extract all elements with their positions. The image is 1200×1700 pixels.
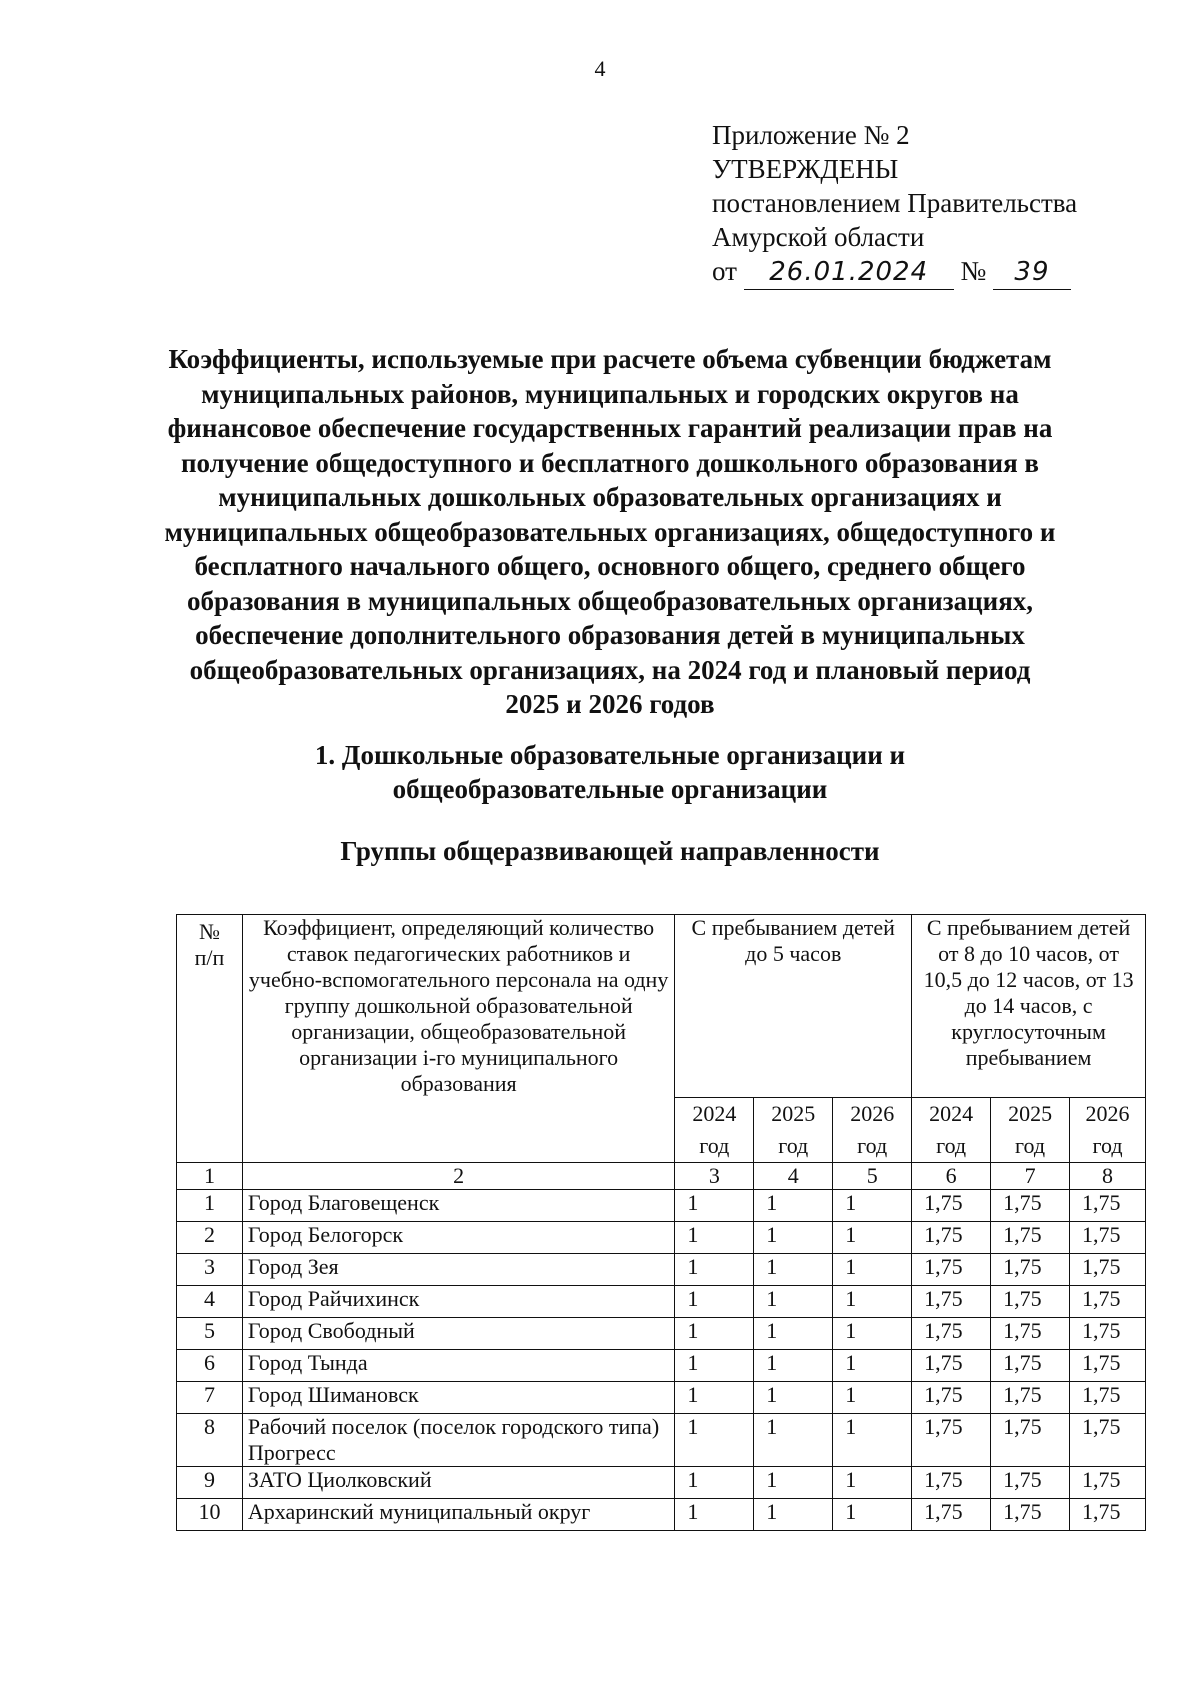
value-a-2025: 1 xyxy=(754,1467,833,1499)
value-a-2025: 1 xyxy=(754,1382,833,1414)
title-line: муниципальных дошкольных образовательных организациях и xyxy=(218,482,1002,512)
group-heading: Группы общеразвивающей направленности xyxy=(340,836,880,866)
municipality-name: Город Белогорск xyxy=(242,1222,674,1254)
value-b-2024: 1,75 xyxy=(912,1350,991,1382)
value-a-2024: 1 xyxy=(675,1414,754,1467)
value-a-2024: 1 xyxy=(675,1190,754,1222)
table-row xyxy=(177,1382,1146,1414)
title-line: бесплатного начального общего, основного общего, среднего общего xyxy=(194,551,1026,581)
value-b-2026: 1,75 xyxy=(1070,1222,1146,1254)
municipality-name: Город Тында xyxy=(242,1350,674,1382)
value-b-2024: 1,75 xyxy=(912,1499,991,1531)
value-b-2026: 1,75 xyxy=(1070,1318,1146,1350)
table-row xyxy=(177,1467,1146,1499)
value-a-2026: 1 xyxy=(833,1318,912,1350)
value-a-2026: 1 xyxy=(833,1222,912,1254)
value-b-2024: 1,75 xyxy=(912,1254,991,1286)
column-number: 3 xyxy=(675,1163,754,1190)
value-a-2026: 1 xyxy=(833,1382,912,1414)
row-number: 8 xyxy=(177,1414,243,1467)
row-number: 4 xyxy=(177,1286,243,1318)
table-row xyxy=(177,1286,1146,1318)
row-number: 5 xyxy=(177,1318,243,1350)
section-heading xyxy=(200,738,1020,806)
table-row xyxy=(177,1318,1146,1350)
row-number: 9 xyxy=(177,1467,243,1499)
title-line: 2025 и 2026 годов xyxy=(505,689,715,719)
municipality-name: Город Свободный xyxy=(242,1318,674,1350)
column-number: 8 xyxy=(1070,1163,1146,1190)
value-b-2026: 1,75 xyxy=(1070,1254,1146,1286)
page-number: 4 xyxy=(594,56,606,81)
value-b-2026: 1,75 xyxy=(1070,1467,1146,1499)
municipality-name: Город Зея xyxy=(242,1254,674,1286)
row-number: 7 xyxy=(177,1382,243,1414)
row-number: 3 xyxy=(177,1254,243,1286)
value-b-2025: 1,75 xyxy=(991,1286,1070,1318)
value-a-2026: 1 xyxy=(833,1254,912,1286)
value-b-2026: 1,75 xyxy=(1070,1350,1146,1382)
value-a-2026: 1 xyxy=(833,1286,912,1318)
header-year: 2026 год xyxy=(833,1098,912,1163)
value-b-2024: 1,75 xyxy=(912,1318,991,1350)
value-a-2026: 1 xyxy=(833,1414,912,1467)
value-a-2025: 1 xyxy=(754,1350,833,1382)
region-label: Амурской области xyxy=(712,222,925,252)
value-a-2026: 1 xyxy=(833,1467,912,1499)
resolution-label: постановлением Правительства xyxy=(712,188,1078,218)
column-number: 5 xyxy=(833,1163,912,1190)
value-a-2024: 1 xyxy=(675,1222,754,1254)
value-a-2025: 1 xyxy=(754,1286,833,1318)
value-b-2025: 1,75 xyxy=(991,1382,1070,1414)
value-a-2024: 1 xyxy=(675,1318,754,1350)
header-group-extended-stay: С пребыванием детей от 8 до 10 часов, от 10,5 до 12 часов, от 13 до 14 часов, с круглосуточным пребыванием xyxy=(912,915,1146,1098)
value-b-2025: 1,75 xyxy=(991,1499,1070,1531)
value-b-2025: 1,75 xyxy=(991,1467,1070,1499)
municipality-name: ЗАТО Циолковский xyxy=(242,1467,674,1499)
table-row xyxy=(177,1190,1146,1222)
value-a-2024: 1 xyxy=(675,1382,754,1414)
column-number: 7 xyxy=(991,1163,1070,1190)
header-year: 2025 год xyxy=(991,1098,1070,1163)
value-a-2025: 1 xyxy=(754,1499,833,1531)
municipality-name: Рабочий поселок (поселок городского типа) Прогресс xyxy=(242,1414,674,1467)
value-a-2025: 1 xyxy=(754,1318,833,1350)
header-number: № п/п xyxy=(177,915,243,1163)
header-year: 2025 год xyxy=(754,1098,833,1163)
value-a-2026: 1 xyxy=(833,1350,912,1382)
municipality-name: Город Благовещенск xyxy=(242,1190,674,1222)
appendix-label: Приложение № 2 xyxy=(712,120,910,150)
value-a-2024: 1 xyxy=(675,1467,754,1499)
table-row xyxy=(177,1499,1146,1531)
value-a-2024: 1 xyxy=(675,1350,754,1382)
document-title xyxy=(150,342,1070,722)
title-line: получение общедоступного и бесплатного дошкольного образования в xyxy=(180,447,1040,478)
value-b-2026: 1,75 xyxy=(1070,1190,1146,1222)
column-number: 2 xyxy=(242,1163,674,1190)
title-line: финансовое обеспечение государственных гарантий реализации прав на xyxy=(167,413,1053,443)
title-line: образования в муниципальных общеобразовательных организациях, xyxy=(186,585,1034,616)
value-b-2024: 1,75 xyxy=(912,1222,991,1254)
title-line: муниципальных районов, муниципальных и городских округов на xyxy=(201,378,1019,409)
column-number: 4 xyxy=(754,1163,833,1190)
value-a-2025: 1 xyxy=(754,1414,833,1467)
title-line: общеобразовательных организациях, на 2024 год и плановый период xyxy=(189,654,1031,685)
handwritten-date: 26.01.2024 xyxy=(744,255,954,290)
value-a-2025: 1 xyxy=(754,1190,833,1222)
table-row xyxy=(177,1350,1146,1382)
header-row xyxy=(177,915,1146,1098)
row-number: 6 xyxy=(177,1350,243,1382)
row-number: 1 xyxy=(177,1190,243,1222)
coefficients-table xyxy=(176,914,1146,1531)
value-b-2024: 1,75 xyxy=(912,1414,991,1467)
value-a-2024: 1 xyxy=(675,1286,754,1318)
value-a-2025: 1 xyxy=(754,1222,833,1254)
number-sign: № xyxy=(960,256,987,286)
row-number: 10 xyxy=(177,1499,243,1531)
table-row xyxy=(177,1254,1146,1286)
value-b-2026: 1,75 xyxy=(1070,1499,1146,1531)
section-heading-line: 1. Дошкольные образовательные организации и xyxy=(314,740,906,770)
value-b-2025: 1,75 xyxy=(991,1222,1070,1254)
header-year: 2026 год xyxy=(1070,1098,1146,1163)
value-b-2025: 1,75 xyxy=(991,1318,1070,1350)
value-a-2025: 1 xyxy=(754,1254,833,1286)
value-a-2026: 1 xyxy=(833,1190,912,1222)
title-line: муниципальных общеобразовательных организациях, общедоступного и xyxy=(164,516,1056,547)
column-number: 1 xyxy=(177,1163,243,1190)
table-row xyxy=(177,1222,1146,1254)
header-coefficient: Коэффициент, определяющий количество ставок педагогических работников и учебно-вспомогательного персонала на одну группу дошкольной образовательной организации, общеобразовательной организации i-го муниципального образования xyxy=(242,915,674,1163)
value-b-2026: 1,75 xyxy=(1070,1414,1146,1467)
table-body xyxy=(177,1190,1146,1531)
municipality-name: Город Райчихинск xyxy=(242,1286,674,1318)
value-a-2024: 1 xyxy=(675,1254,754,1286)
value-a-2026: 1 xyxy=(833,1499,912,1531)
from-label: от xyxy=(712,256,737,286)
header-year: 2024 год xyxy=(675,1098,754,1163)
value-b-2024: 1,75 xyxy=(912,1382,991,1414)
row-number: 2 xyxy=(177,1222,243,1254)
value-b-2025: 1,75 xyxy=(991,1190,1070,1222)
value-b-2024: 1,75 xyxy=(912,1190,991,1222)
value-b-2024: 1,75 xyxy=(912,1467,991,1499)
title-line: Коэффициенты, используемые при расчете объема субвенции бюджетам xyxy=(168,344,1052,374)
approval-block xyxy=(712,118,1077,290)
handwritten-number: 39 xyxy=(993,255,1071,290)
value-b-2025: 1,75 xyxy=(991,1254,1070,1286)
value-b-2026: 1,75 xyxy=(1070,1382,1146,1414)
municipality-name: Архаринский муниципальный округ xyxy=(242,1499,674,1531)
value-a-2024: 1 xyxy=(675,1499,754,1531)
header-group-up-to-5-hours: С пребыванием детей до 5 часов xyxy=(675,915,912,1098)
column-numbers-row xyxy=(177,1163,1146,1190)
municipality-name: Город Шимановск xyxy=(242,1382,674,1414)
section-heading-line: общеобразовательные организации xyxy=(392,774,828,804)
value-b-2025: 1,75 xyxy=(991,1350,1070,1382)
value-b-2025: 1,75 xyxy=(991,1414,1070,1467)
date-number-line xyxy=(712,254,1077,290)
value-b-2024: 1,75 xyxy=(912,1286,991,1318)
value-b-2026: 1,75 xyxy=(1070,1286,1146,1318)
approved-label: УТВЕРЖДЕНЫ xyxy=(712,154,899,184)
header-year: 2024 год xyxy=(912,1098,991,1163)
title-line: обеспечение дополнительного образования детей в муниципальных xyxy=(195,620,1025,650)
table-row xyxy=(177,1414,1146,1467)
column-number: 6 xyxy=(912,1163,991,1190)
